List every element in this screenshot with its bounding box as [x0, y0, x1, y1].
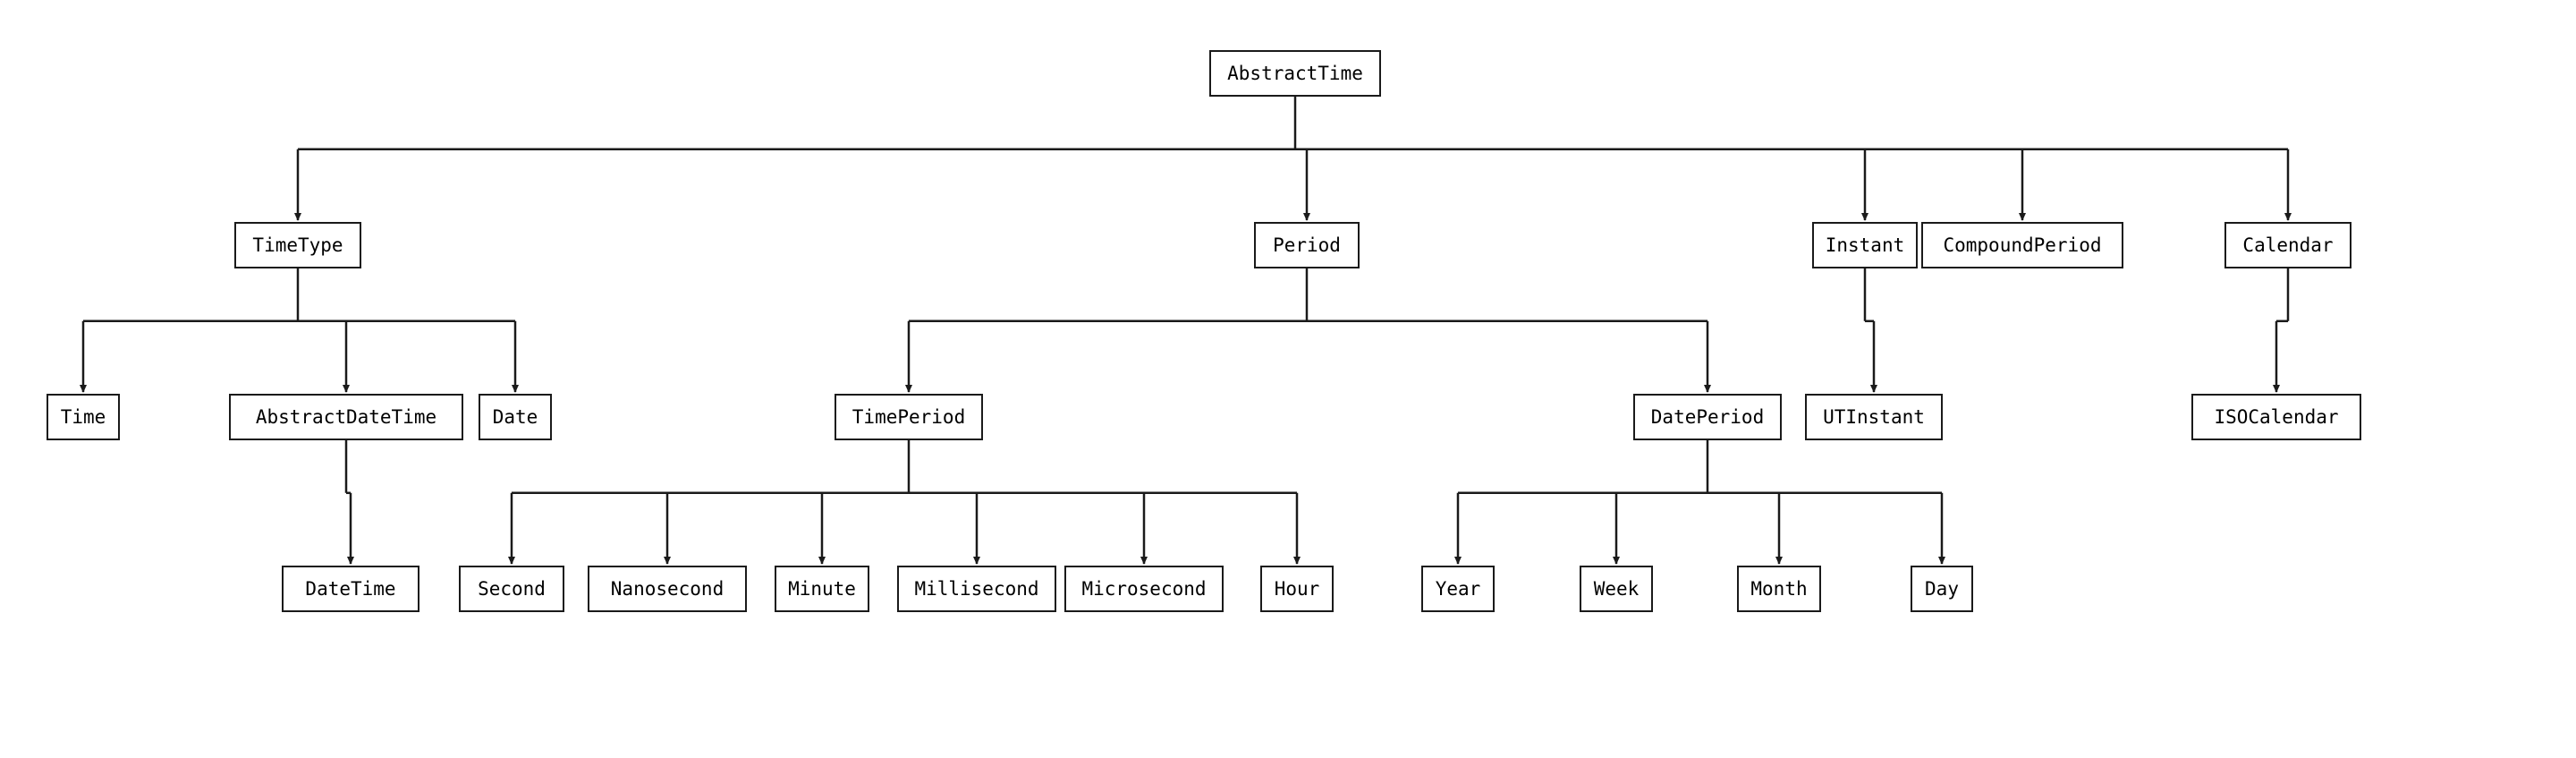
node-calendar: Calendar — [2224, 222, 2351, 268]
node-date: Date — [479, 394, 552, 440]
node-week: Week — [1580, 566, 1653, 612]
node-second: Second — [459, 566, 564, 612]
node-nanosecond: Nanosecond — [588, 566, 747, 612]
node-minute: Minute — [775, 566, 869, 612]
node-period: Period — [1254, 222, 1360, 268]
node-isocalendar: ISOCalendar — [2191, 394, 2361, 440]
node-datetime: DateTime — [282, 566, 419, 612]
node-utinstant: UTInstant — [1805, 394, 1943, 440]
node-dateperiod: DatePeriod — [1633, 394, 1782, 440]
node-abstractdatetime: AbstractDateTime — [229, 394, 463, 440]
node-month: Month — [1737, 566, 1821, 612]
node-compoundperiod: CompoundPeriod — [1921, 222, 2123, 268]
node-abstracttime: AbstractTime — [1209, 50, 1381, 97]
node-timeperiod: TimePeriod — [835, 394, 983, 440]
node-year: Year — [1421, 566, 1495, 612]
node-time: Time — [47, 394, 120, 440]
node-millisecond: Millisecond — [897, 566, 1056, 612]
node-instant: Instant — [1812, 222, 1918, 268]
node-hour: Hour — [1260, 566, 1334, 612]
node-microsecond: Microsecond — [1064, 566, 1224, 612]
node-day: Day — [1911, 566, 1973, 612]
node-timetype: TimeType — [234, 222, 361, 268]
